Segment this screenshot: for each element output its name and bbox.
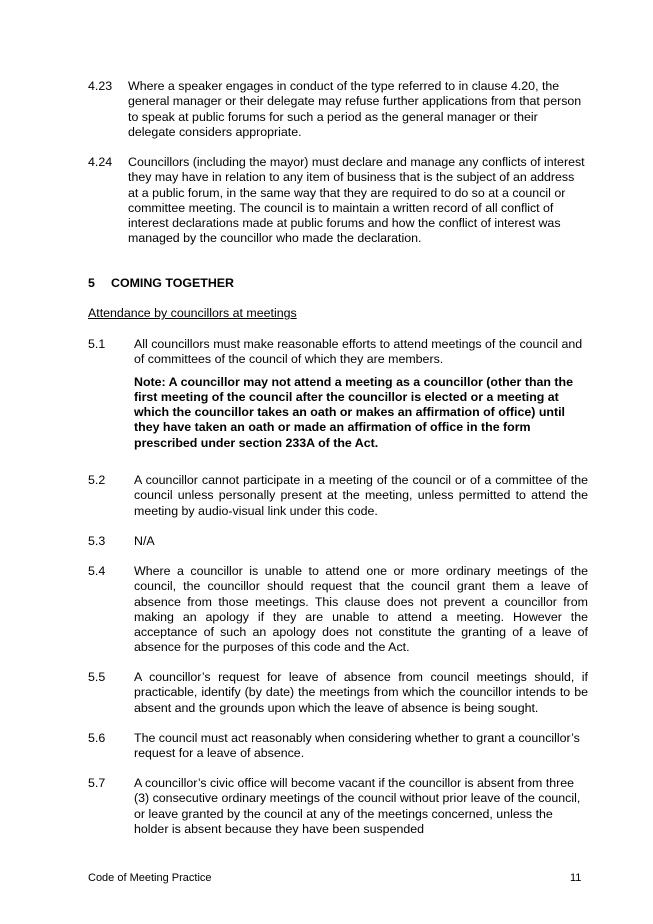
footer-document-title: Code of Meeting Practice (88, 872, 212, 884)
footer-page-number: 11 (570, 872, 582, 884)
clause-5-3 (88, 534, 588, 549)
clause-number: 5.5 (88, 670, 106, 684)
clause-text: A councillor’s civic office will become vacant if the councillor is absent from three (3) consecutive ordinary meetings of the council without prior leave of the council, or leave granted by the council at any of the meetings concerned, unless the holder is absent because they have been suspended (134, 776, 581, 836)
clause-note: Note: A councillor may not attend a meeting as a councillor (other than the first meeting of the council after the councillor is elected or a meeting at which the councillor takes an oath or makes an affirmation of office) until they have taken an oath or made an affirmation of office in the form prescribed under section 233A of the Act. (134, 374, 574, 450)
clause-text: A councillor’s request for leave of absence from council meetings should, if practicable, identify (by date) the meetings from which the councillor intends to be absent and the grounds upon which the leave of absence is being sought. (134, 670, 588, 715)
clause-5-2 (88, 473, 588, 519)
clause-number: 5.2 (88, 473, 106, 487)
clause-number: 5.4 (88, 564, 106, 578)
clause-4-24 (88, 155, 588, 247)
clause-4-23 (88, 79, 588, 140)
clause-5-1 (88, 337, 588, 451)
clause-number: 5.7 (88, 776, 106, 790)
clause-number: 4.24 (88, 155, 113, 169)
clause-text: Councillors (including the mayor) must declare and manage any conflicts of interest they may have in relation to any item of business that is the subject of an address at a public forum, in the same way that they are required to do so at a council or committee meeting. The council is to maintain a written record of all conflict of interest declarations made at public forums and how the conflict of interest was managed by the councillor who made the declaration. (128, 155, 585, 246)
clause-5-5 (88, 670, 588, 716)
section-title: COMING TOGETHER (111, 276, 234, 290)
clause-number: 5.6 (88, 731, 106, 745)
section-number: 5 (88, 276, 95, 290)
clause-5-7 (88, 776, 588, 837)
clause-text: All councillors must make reasonable efforts to attend meetings of the council and of committees of the council of which they are members. (134, 337, 583, 367)
clause-number: 5.1 (88, 337, 106, 351)
clause-number: 5.3 (88, 534, 106, 548)
clause-text: N/A (134, 534, 155, 548)
subheading-attendance: Attendance by councillors at meetings (88, 306, 297, 320)
clause-text: Where a councillor is unable to attend one or more ordinary meetings of the council, the councillor should request that the council grant them a leave of absence from those meetings. This clause does not prevent a councillor from making an apology if they are unable to attend a meeting. However the acceptance of such an apology does not constitute the granting of a leave of absence for the purposes of this code and the Act. (134, 564, 588, 655)
clause-text: The council must act reasonably when considering whether to grant a councillor’s request for a leave of absence. (134, 731, 580, 761)
clause-number: 4.23 (88, 79, 113, 93)
clause-text: A councillor cannot participate in a meeting of the council or of a committee of the council unless personally present at the meeting, unless permitted to attend the meeting by audio-visual link under this code. (134, 473, 588, 518)
clause-5-6 (88, 731, 588, 762)
clause-text: Where a speaker engages in conduct of the type referred to in clause 4.20, the general manager or their delegate may refuse further applications from that person to speak at public forums for such a period as the general manager or their delegate considers appropriate. (128, 79, 582, 139)
section-heading (88, 276, 234, 291)
clause-5-4 (88, 564, 588, 656)
